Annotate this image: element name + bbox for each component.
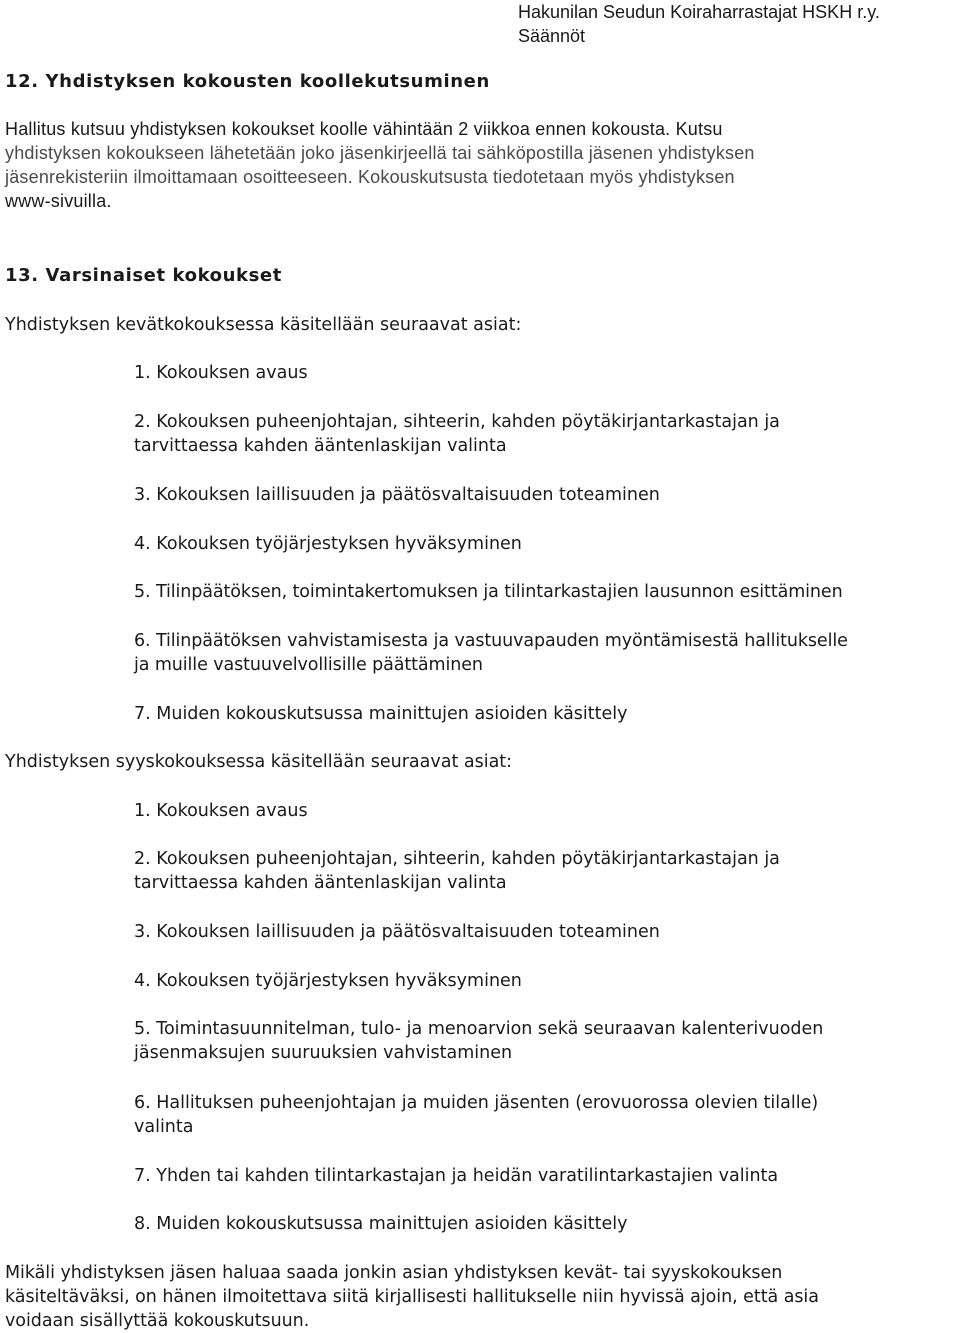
- list-item: 1. Kokouksen avaus: [134, 363, 308, 383]
- list-item: 2. Kokouksen puheenjohtajan, sihteerin, kahden pöytäkirjantarkastajan ja tarvittaessa kahden ääntenlaskijan valinta: [134, 412, 780, 456]
- spring-intro: Yhdistyksen kevätkokouksessa käsitellään seuraavat asiat:: [5, 315, 522, 335]
- section-12-line: www-sivuilla.: [5, 191, 112, 211]
- list-item: 4. Kokouksen työjärjestyksen hyväksyminen: [134, 971, 522, 991]
- list-item: 6. Hallituksen puheenjohtajan ja muiden jäsenten (erovuorossa olevien tilalle) valinta: [134, 1093, 819, 1137]
- section-12-body: [5, 117, 950, 213]
- list-item: 5. Toimintasuunnitelman, tulo- ja menoarvion sekä seuraavan kalenterivuoden jäsenmaksujen suuruuksien vahvistaminen: [134, 1019, 824, 1063]
- header-org-name: Hakunilan Seudun Koiraharrastajat HSKH r.y.: [518, 2, 880, 22]
- section-12-heading: 12. Yhdistyksen kokousten koollekutsuminen: [5, 71, 490, 92]
- list-item: 6. Tilinpäätöksen vahvistamisesta ja vastuuvapauden myöntämisestä hallitukselle ja muille vastuuvelvollisille päättäminen: [134, 631, 848, 675]
- list-item: 3. Kokouksen laillisuuden ja päätösvaltaisuuden toteaminen: [134, 922, 660, 942]
- list-item: 1. Kokouksen avaus: [134, 801, 308, 821]
- section-13-heading: 13. Varsinaiset kokoukset: [5, 265, 282, 286]
- section-12-line: yhdistyksen kokoukseen lähetetään joko jäsenkirjeellä tai sähköpostilla jäsenen yhdistyksen: [5, 143, 755, 163]
- section-12-line: Hallitus kutsuu yhdistyksen kokoukset koolle vähintään 2 viikkoa ennen kokousta. Kutsu: [5, 119, 723, 139]
- autumn-intro: Yhdistyksen syyskokouksessa käsitellään seuraavat asiat:: [5, 752, 513, 772]
- closing-paragraph: Mikäli yhdistyksen jäsen haluaa saada jonkin asian yhdistyksen kevät- tai syyskokouksen käsiteltäväksi, on hänen ilmoitettava siitä kirjallisesti hallitukselle niin hyvissä ajoin, että asia voidaan sisällyttää kokouskutsuun.: [5, 1263, 819, 1331]
- list-item: 2. Kokouksen puheenjohtajan, sihteerin, kahden pöytäkirjantarkastajan ja tarvittaessa kahden ääntenlaskijan valinta: [134, 849, 780, 893]
- section-12-line: jäsenrekisteriin ilmoittamaan osoitteeseen. Kokouskutsusta tiedotetaan myös yhdistyksen: [5, 167, 735, 187]
- list-item: 7. Muiden kokouskutsussa mainittujen asioiden käsittely: [134, 704, 628, 724]
- list-item: 7. Yhden tai kahden tilintarkastajan ja heidän varatilintarkastajien valinta: [134, 1166, 779, 1186]
- list-item: 4. Kokouksen työjärjestyksen hyväksyminen: [134, 534, 522, 554]
- list-item: 8. Muiden kokouskutsussa mainittujen asioiden käsittely: [134, 1214, 628, 1234]
- header-doc-title: Säännöt: [518, 26, 586, 46]
- page-header: [518, 0, 880, 48]
- list-item: 3. Kokouksen laillisuuden ja päätösvaltaisuuden toteaminen: [134, 485, 660, 505]
- list-item: 5. Tilinpäätöksen, toimintakertomuksen ja tilintarkastajien lausunnon esittäminen: [134, 582, 843, 602]
